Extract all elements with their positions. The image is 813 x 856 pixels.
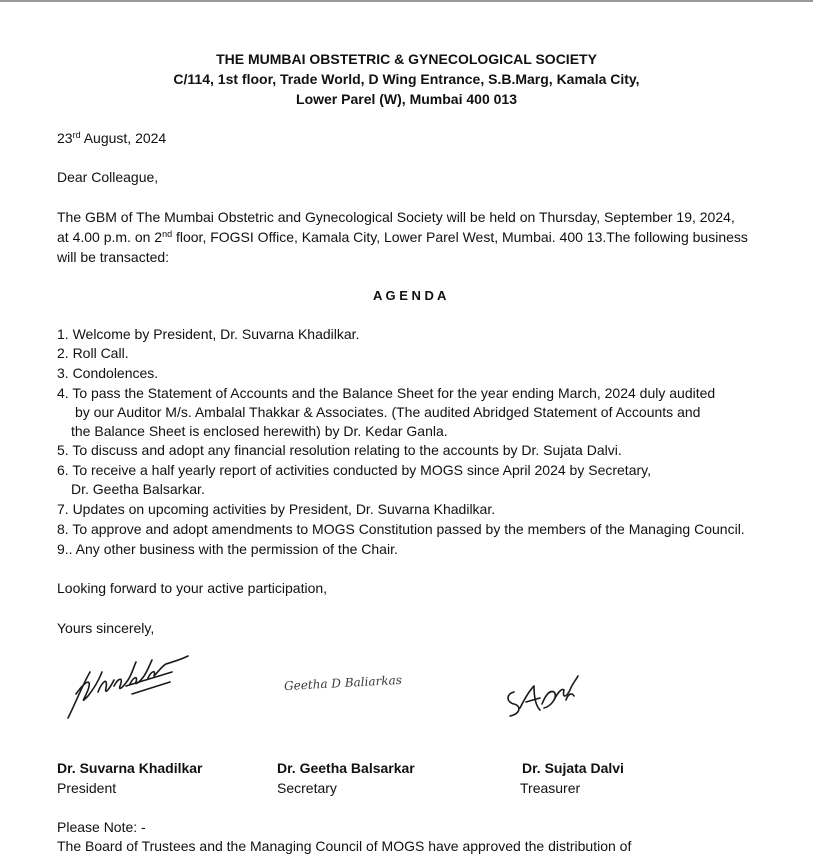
address-line-1: C/114, 1st floor, Trade World, D Wing Entrance, S.B.Marg, Kamala City, [173,71,640,87]
signature-treasurer [500,668,585,723]
signatory-2-title: Secretary [277,780,337,796]
agenda-item-8: 8. To approve and adopt amendments to MOGS Constitution passed by the members of the Managing Council. [57,521,745,537]
agenda-item-6-cont: Dr. Geetha Balsarkar. [71,481,205,497]
sign-off: Yours sincerely, [57,620,155,636]
org-name: THE MUMBAI OBSTETRIC & GYNECOLOGICAL SOCIETY [216,51,597,67]
address-line-2: Lower Parel (W), Mumbai 400 013 [296,91,517,107]
agenda-item-9: 9.. Any other business with the permission of the Chair. [57,541,398,557]
agenda-item-7: 7. Updates on upcoming activities by President, Dr. Suvarna Khadilkar. [57,501,496,517]
letter-date: 23rd August, 2024 [57,130,167,146]
agenda-item-1: 1. Welcome by President, Dr. Suvarna Khadilkar. [57,326,360,342]
signatory-2-name: Dr. Geetha Balsarkar [277,760,415,776]
agenda-item-6: 6. To receive a half yearly report of activities conducted by MOGS since April 2024 by Secretary, [57,462,651,478]
intro-line-2: at 4.00 p.m. on 2nd floor, FOGSI Office, Kamala City, Lower Parel West, Mumbai. 400 13.The following business [57,229,748,245]
top-border [0,0,813,2]
agenda-item-3: 3. Condolences. [57,365,159,381]
agenda-item-2: 2. Roll Call. [57,345,129,361]
agenda-item-4-cont-1: by our Auditor M/s. Ambalal Thakkar & Associates. (The audited Abridged Statement of Accounts and [75,404,701,420]
closing-line: Looking forward to your active participation, [57,580,328,596]
signatory-3-title: Treasurer [520,780,581,796]
agenda-item-5: 5. To discuss and adopt any financial resolution relating to the accounts by Dr. Sujata Dalvi. [57,442,622,458]
note-text: The Board of Trustees and the Managing Council of MOGS have approved the distribution of [57,838,632,854]
agenda-title: A G E N D A [373,288,447,303]
signatory-3-name: Dr. Sujata Dalvi [522,760,624,776]
signature-president [62,642,197,724]
agenda-item-4: 4. To pass the Statement of Accounts and the Balance Sheet for the year ending March, 2024 duly audited [57,385,716,401]
signatory-1-title: President [57,780,117,796]
salutation: Dear Colleague, [57,169,159,185]
signature-secretary: Geetha D Baliarkas [283,672,403,694]
note-label: Please Note: - [57,819,146,835]
intro-line-1: The GBM of The Mumbai Obstetric and Gynecological Society will be held on Thursday, September 19, 2024, [57,209,735,225]
intro-line-3: will be transacted: [57,249,170,265]
agenda-item-4-cont-2: the Balance Sheet is enclosed herewith) by Dr. Kedar Ganla. [71,423,448,439]
signatory-1-name: Dr. Suvarna Khadilkar [57,760,203,776]
